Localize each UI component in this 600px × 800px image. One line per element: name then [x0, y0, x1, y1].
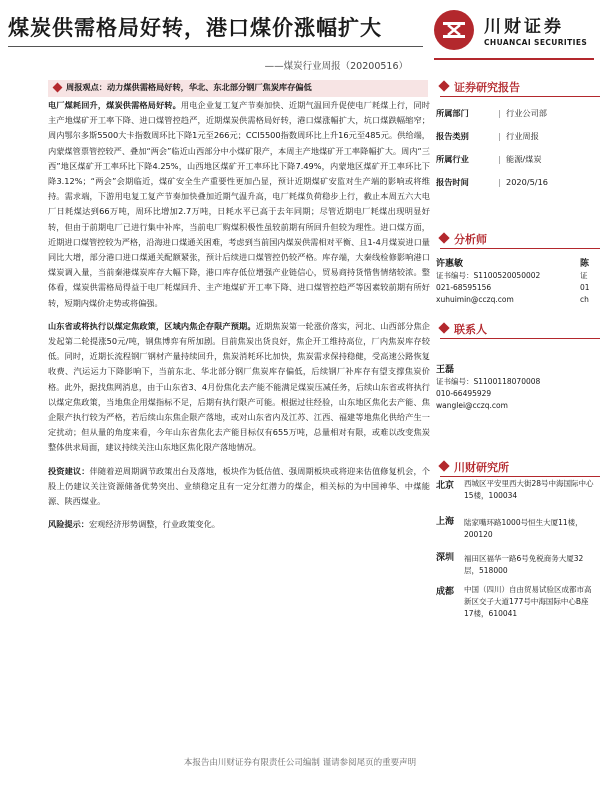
logo-name-en: CHUANCAI SECURITIES — [484, 38, 588, 47]
contact-name: 王磊 — [436, 365, 455, 375]
info-key: 报告类别 — [436, 131, 469, 141]
section-divider — [440, 96, 600, 97]
paragraph-coal-demand — [48, 98, 430, 311]
paragraph-heading: 电厂煤耗回升，煤炭供需格局好转。 — [48, 100, 181, 110]
paragraph-text: 用电企业复工复产节奏加快、近期气温回升促使电厂耗煤上行，同时主产地煤矿开工率下降、进口煤管控趋严，近期煤炭供需格局好转，港口煤涨幅扩大，坑口煤跌幅缩窄；周内鄂尔多斯5500大卡指数周环比下降1元至266元；CCI5500指数周环比上升16元至485元。供给端，内蒙煤管票管控较严、叠加“两会”临近山西部分中小煤矿限产，本周主产地煤矿开工率降幅扩大。周内“三西”地区煤矿开工率环比下降4.25%，山西地区煤矿开工率环比下降7.49%，内蒙地区煤矿开工率环比下降3.12%；“两会”会期临近，煤矿安全生产重要性更加凸显，预计近期煤矿安监对生产端的影响或将维持。需求端，下游用电复工复产节奏加快叠加近期气温升高，电厂耗煤负荷稳步上行，截止本周五六大电厂日耗煤达到66万吨，周环比增加2.7万吨，日耗水平已高于去年同期；尽管近期电厂耗煤出现明显好转，但由于前期电厂已进行集中补库，当前电厂购煤积极性虽较前期有所回升但较为理性。进口煤方面，近期进口煤管控较为严格，沿海进口煤通关困难，考虑到当前国内煤炭供需相对平衡、且1-4月煤炭进口量同比大增，部分港口进口煤通关配额紧张，预计后续进口煤管控仍较严格。库存端，大秦线检修影响港口煤炭调入量，当前秦港煤炭库存大幅下降，港口库存低位增强产业链信心，贸易商持货惜售情绪较浓。整体看，煤炭供需格局得益于电厂耗煤回升、主产地煤矿开工率下降、进口煤管控趋严等因素较前期有所好转，短期内煤价走势或将偏强。 — [48, 100, 430, 308]
paragraph-investment-advice — [48, 464, 430, 510]
info-row-report-type — [436, 131, 596, 143]
office-city: 成都 — [436, 587, 455, 597]
info-key: 报告时间 — [436, 177, 469, 187]
analyst-email-2[interactable]: ch — [580, 295, 589, 304]
info-value: 2020/5/16 — [506, 177, 548, 187]
section-analysts — [440, 232, 580, 246]
info-separator: | — [498, 177, 501, 187]
info-separator: | — [498, 108, 501, 118]
office-address: 中国（四川）自由贸易试验区成都市高新区交子大道177号中海国际中心B座17楼，610041 — [464, 585, 592, 618]
paragraph-risk-warning — [48, 517, 430, 532]
logo-mark-icon — [434, 10, 474, 50]
paragraph-coke-policy — [48, 319, 430, 456]
section-bullet-icon — [438, 460, 449, 471]
analyst-phone: 021-68595156 — [436, 283, 492, 292]
analyst-card — [436, 256, 600, 306]
section-title: 川财研究所 — [454, 461, 509, 474]
info-row-industry — [436, 154, 596, 166]
info-row-report-date — [436, 177, 596, 189]
page-footer: 本报告由川财证券有限责任公司编制 谨请参阅尾页的重要声明 — [183, 758, 417, 768]
office-chengdu — [436, 584, 600, 636]
office-address: 福田区福华一路6号免税商务大厦32层，518000 — [464, 554, 584, 575]
paragraph-text: 近期焦炭第一轮涨价落实，河北、山西部分焦企发起第二轮提涨50元/吨，钢焦博弈有所加剧。目前焦炭出货良好，焦企开工维持高位，厂内焦炭库存较低。同时，近期长流程钢厂钢材产量持续回升，焦炭消耗环比加快，焦炭需求保持稳健，受高速公路恢复收费、汽运运力下降影响下，当前东北、华北部分钢厂焦炭库存偏低，后续钢厂补库存有望支撑焦炭价格。此外，据找焦网消息，由于山东省3、4月份焦化去产能不能满足煤炭压减任务，后续山东省或将执行以煤定焦政策，当地焦企用煤指标不足，后期有执行限产可能。根据过往经验，山东地区焦化去产能、焦企限产执行较为严格，若后续山东焦企限产落地，或对山东省内及江苏、江西、福建等地焦化供给产生一定扰动；但从量的角度来看，今年山东省焦化去产能目标仅有655万吨，总量相对有限，或难以改变焦炭整体供求局面，建议持续关注山东地区焦化限产落地情况。 — [48, 320, 430, 453]
contact-cert: 证书编号：S1100118070008 — [436, 377, 541, 386]
office-address: 陆家嘴环路1000号恒生大厦11楼，200120 — [464, 518, 583, 539]
analyst-name-2: 陈 — [580, 259, 590, 269]
section-bullet-icon — [438, 232, 449, 243]
analyst-name: 许惠敏 — [436, 259, 464, 269]
report-body — [48, 98, 430, 532]
paragraph-heading: 山东省或将执行以煤定焦政策，区域内焦企存限产预期。 — [48, 320, 256, 331]
info-value: 行业周报 — [506, 131, 539, 141]
info-key: 所属部门 — [436, 108, 469, 118]
office-city: 上海 — [436, 517, 455, 527]
office-city: 北京 — [436, 481, 455, 491]
paragraph-heading: 风险提示： — [48, 519, 89, 530]
contact-email[interactable]: wanglei@cczq.com — [436, 401, 508, 410]
info-key: 所属行业 — [436, 154, 469, 164]
paragraph-text: 伴随着逆周期调节政策出台及落地，板块作为低估值、强周期板块或将迎来估值修复机会，个股上仍建议关注资源储备优势突出、业绩稳定且有一定分红潜力的煤企，相关标的为中国神华、中煤能源、陕西煤业。 — [48, 465, 430, 507]
section-bullet-icon — [438, 322, 449, 333]
section-title: 联系人 — [454, 323, 487, 336]
info-value: 能源/煤炭 — [506, 154, 542, 164]
analyst-cert-2: 证 — [580, 271, 588, 280]
paragraph-heading: 投资建议： — [48, 465, 90, 476]
section-institute — [440, 460, 580, 474]
section-contact — [440, 322, 580, 336]
analyst-phone-2: 01 — [580, 283, 590, 292]
info-separator: | — [498, 154, 501, 164]
report-title: 煤炭供需格局好转，港口煤价涨幅扩大 — [8, 16, 382, 40]
section-divider — [440, 248, 600, 249]
section-title: 证券研究报告 — [454, 81, 520, 94]
analyst-email[interactable]: xuhuimin@cczq.com — [436, 295, 514, 304]
info-value: 行业公司部 — [506, 108, 547, 118]
office-shenzhen — [436, 550, 600, 575]
section-divider — [440, 476, 600, 477]
report-subtitle: ——煤炭行业周报（20200516） — [264, 61, 408, 72]
company-logo — [434, 8, 594, 56]
key-point-text: 周报观点：动力煤供需格局好转，华北、东北部分钢厂焦炭库存偏低 — [66, 82, 312, 92]
office-beijing — [436, 478, 600, 503]
office-shanghai — [436, 514, 600, 539]
section-bullet-icon — [438, 80, 449, 91]
info-separator: | — [498, 131, 501, 141]
contact-card — [436, 362, 596, 414]
logo-divider — [434, 58, 594, 60]
analyst-cert: 证书编号：S1100520050002 — [436, 271, 541, 280]
office-city: 深圳 — [436, 553, 455, 563]
office-address: 西城区平安里西大街28号中海国际中心15楼，100034 — [464, 479, 594, 500]
paragraph-text: 宏观经济形势调整，行业政策变化。 — [88, 519, 220, 530]
section-report-info — [440, 80, 580, 94]
section-divider — [440, 338, 600, 339]
info-row-department — [436, 108, 596, 120]
title-divider — [8, 46, 423, 47]
logo-name-cn: 川财证券 — [484, 17, 564, 37]
contact-phone: 010-66495929 — [436, 389, 492, 398]
section-title: 分析师 — [454, 233, 487, 246]
